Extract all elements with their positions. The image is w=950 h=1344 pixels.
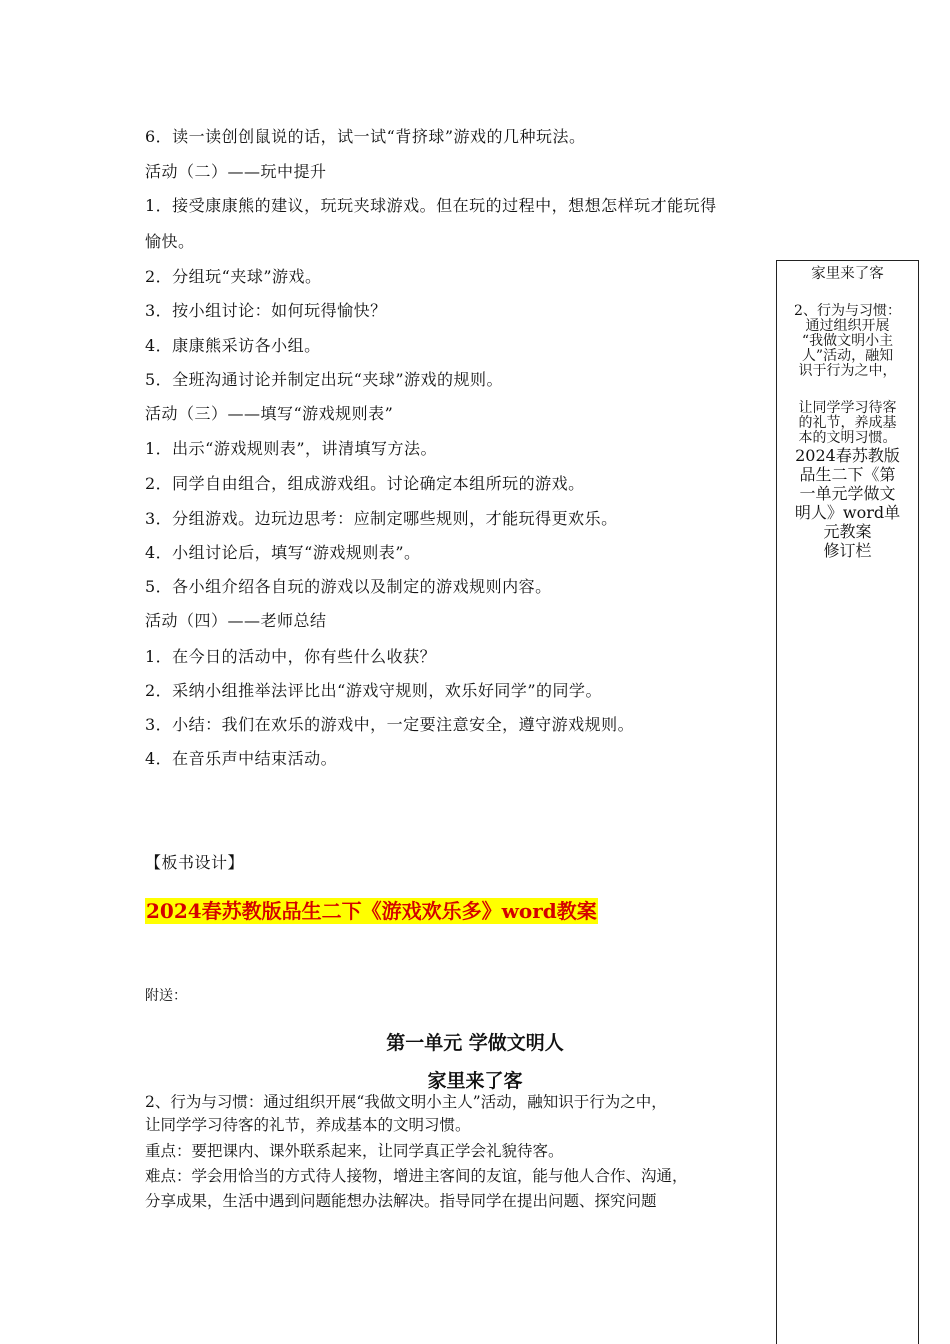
sidebar-line: 识于行为之中， <box>798 363 897 379</box>
sidebar-line: 的礼节，养成基 <box>798 415 897 431</box>
sidebar-line: 本的文明习惯。 <box>798 430 897 446</box>
unit-title: 第一单元 学做文明人 <box>386 1032 564 1054</box>
sidebar-block <box>777 446 918 560</box>
sidebar-line: 元教案 <box>823 522 872 541</box>
sidebar-line: 2024春苏教版 <box>795 446 900 465</box>
sidebar-line: 人”活动，融知 <box>801 348 894 364</box>
body-line: 让同学学习待客的礼节，养成基本的文明习惯。 <box>145 1116 471 1134</box>
body-line: 2、行为与习惯：通过组织开展“我做文明小主人”活动，融知识于行为之中， <box>145 1093 667 1111</box>
text-line: 5．各小组介绍各自玩的游戏以及制定的游戏规则内容。 <box>145 577 552 596</box>
lesson-title: 家里来了客 <box>427 1070 523 1092</box>
text-line: 1．在今日的活动中，你有些什么收获？ <box>145 647 437 666</box>
text-line: 2．采纳小组推举法评比出“游戏守规则，欢乐好同学”的同学。 <box>145 681 603 700</box>
text-line: 愉快。 <box>145 232 195 251</box>
text-line: 5．全班沟通讨论并制定出玩“夹球”游戏的规则。 <box>145 370 504 389</box>
text-line: 3．按小组讨论：如何玩得愉快？ <box>145 301 387 320</box>
text-line: 1．出示“游戏规则表”，讲清填写方法。 <box>145 439 438 458</box>
section-heading: 活动（三）——填写“游戏规则表” <box>145 404 394 423</box>
section-heading: 活动（四）——老师总结 <box>145 611 327 630</box>
revision-sidebar <box>776 260 919 1344</box>
text-line: 3．小结：我们在欢乐的游戏中，一定要注意安全，遵守游戏规则。 <box>145 715 635 734</box>
sidebar-line: 品生二下《第 <box>799 465 896 484</box>
sidebar-line: 通过组织开展 <box>805 318 890 334</box>
body-line: 重点：要把课内、课外联系起来，让同学真正学会礼貌待客。 <box>145 1142 564 1160</box>
text-line: 2．同学自由组合，组成游戏组。讨论确定本组所玩的游戏。 <box>145 474 585 493</box>
board-design-label: 【板书设计】 <box>145 853 245 872</box>
text-line: 6．读一读创创鼠说的话，试一试“背挤球”游戏的几种玩法。 <box>145 127 586 146</box>
sidebar-line: 一单元学做文 <box>799 484 896 503</box>
text-line: 4．小组讨论后，填写“游戏规则表”。 <box>145 543 421 562</box>
attached-label: 附送： <box>145 988 187 1004</box>
sidebar-title: 家里来了客 <box>811 266 884 282</box>
text-line: 1．接受康康熊的建议，玩玩夹球游戏。但在玩的过程中，想想怎样玩才能玩得 <box>145 196 717 215</box>
highlighted-title: 2024春苏教版品生二下《游戏欢乐多》word教案 <box>146 899 597 923</box>
body-line: 难点：学会用恰当的方式待人接物，增进主客间的友谊，能与他人合作、沟通， <box>145 1167 688 1185</box>
sidebar-block <box>777 304 918 379</box>
sidebar-line: “我做文明小主 <box>801 333 894 349</box>
body-line: 分享成果，生活中遇到问题能想办法解决。指导同学在提出问题、探究问题 <box>145 1192 657 1210</box>
sidebar-block <box>777 401 918 446</box>
text-line: 4．康康熊采访各小组。 <box>145 336 321 355</box>
text-line: 4．在音乐声中结束活动。 <box>145 749 338 768</box>
sidebar-line: 让同学学习待客 <box>798 400 897 416</box>
section-heading: 活动（二）——玩中提升 <box>145 162 327 181</box>
text-line: 3．分组游戏。边玩边思考：应制定哪些规则，才能玩得更欢乐。 <box>145 509 618 528</box>
text-line: 2．分组玩“夹球”游戏。 <box>145 267 322 286</box>
sidebar-line: 2、行为与习惯： <box>794 303 901 319</box>
sidebar-line: 明人》word单 <box>794 503 901 522</box>
sidebar-line: 修订栏 <box>823 541 872 560</box>
